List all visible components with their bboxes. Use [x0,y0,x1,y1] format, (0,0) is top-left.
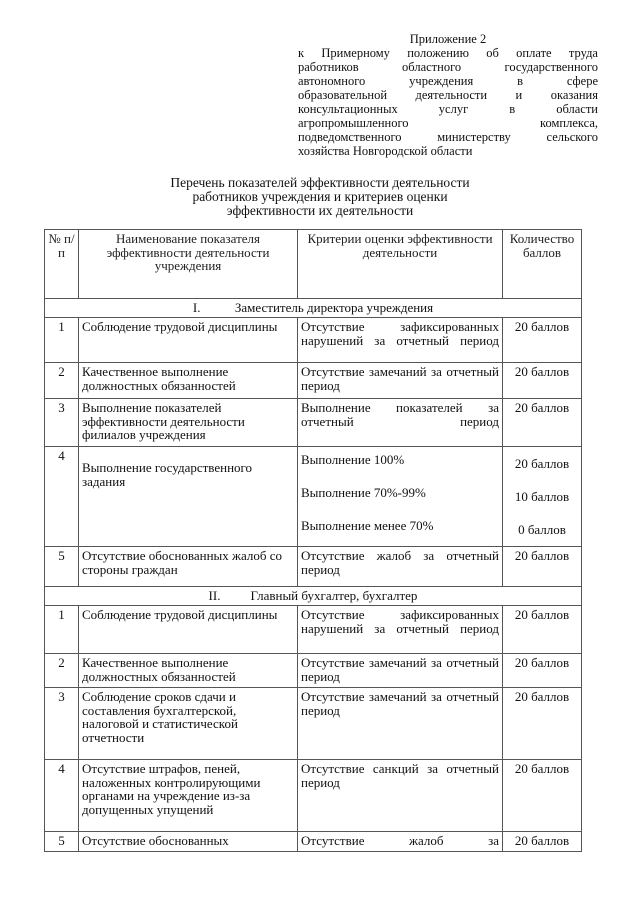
table-row [45,606,582,654]
table-row [45,547,582,587]
points-cell: 20 баллов [503,760,582,832]
table-row [45,363,582,399]
table-row [45,318,582,363]
row-number: 4 [45,760,79,832]
criteria-cell: Отсутствие жалоб за [298,832,503,852]
section-row [45,299,582,318]
points-cell: 20 баллов [503,547,582,587]
table-row [45,654,582,688]
points-cell: 20 баллов [503,363,582,399]
row-number: 3 [45,688,79,760]
points-cell: 20 баллов [503,318,582,363]
appendix-line: консультационных услуг в области [298,102,598,116]
criteria-cell [298,447,503,547]
criteria-cell: Отсутствие санкций за отчетный период [298,760,503,832]
indicator-cell: Отсутствие обоснованных [79,832,298,852]
appendix-title: Приложение 2 [409,32,487,46]
table-row [45,447,582,547]
criteria-cell: Отсутствие зафиксированных нарушений за отчетный период [298,318,503,363]
indicator-cell: Качественное выполнение должностных обязанностей [79,363,298,399]
indicator-cell: Выполнение показателей эффективности деятельности филиалов учреждения [79,399,298,447]
indicator-cell: Соблюдение трудовой дисциплины [79,318,298,363]
indicator-cell: Соблюдение сроков сдачи и составления бухгалтерской, налоговой и статистической отчетности [79,688,298,760]
header-indicator: Наименование показателя эффективности деятельности учреждения [79,230,298,299]
points-cell: 20 баллов [503,688,582,760]
criteria-cell: Отсутствие зафиксированных нарушений за отчетный период [298,606,503,654]
table-row [45,832,582,852]
table-row [45,399,582,447]
document-title-line: работников учреждения и критериев оценки [192,189,448,204]
row-number: 5 [45,547,79,587]
appendix-line: образовательной деятельности и оказания [298,88,598,102]
row-number: 3 [45,399,79,447]
row-number: 1 [45,606,79,654]
indicator-cell: Соблюдение трудовой дисциплины [79,606,298,654]
appendix-line: подведомственного министерству сельского [298,130,598,144]
section-title: Главный бухгалтер, бухгалтер [250,588,418,603]
section-number: II. [208,588,221,603]
appendix-header [298,32,598,158]
indicator-cell: Выполнение государственного задания [79,447,298,547]
points-cell: 20 баллов [503,606,582,654]
row-number: 2 [45,654,79,688]
header-criteria: Критерии оценки эффективности деятельности [298,230,503,299]
table-row [45,760,582,832]
appendix-line: хозяйства Новгородской области [298,144,473,158]
header-points: Количество баллов [503,230,582,299]
row-number: 1 [45,318,79,363]
criteria-cell: Выполнение показателей за отчетный период [298,399,503,447]
criteria-option: Выполнение менее 70% [301,518,434,533]
appendix-line: агропромышленного комплекса, [298,116,598,130]
section-heading [45,299,582,318]
points-cell: 20 баллов [503,654,582,688]
points-cell: 20 баллов [503,832,582,852]
header-num: № п/п [45,230,79,299]
criteria-option: Выполнение 70%-99% [301,485,426,500]
indicator-cell: Отсутствие штрафов, пеней, наложенных контролирующими органами на учреждение из-за допущенных упущений [79,760,298,832]
section-title: Заместитель директора учреждения [234,300,434,315]
points-option: 10 баллов [514,488,570,504]
section-heading [45,587,582,606]
appendix-line: работников областного государственного [298,60,598,74]
document-title-line: эффективности их деятельности [226,203,414,218]
appendix-line: автономного учреждения в сфере [298,74,598,88]
table-header-row [45,230,582,299]
points-cell: 20 баллов [503,399,582,447]
indicator-cell: Качественное выполнение должностных обязанностей [79,654,298,688]
criteria-cell: Отсутствие замечаний за отчетный период [298,688,503,760]
indicators-table [44,229,582,852]
document-title [100,176,540,218]
row-number: 4 [45,447,79,547]
points-option: 0 баллов [518,521,566,537]
section-number: I. [192,300,201,315]
document-title-line: Перечень показателей эффективности деятельности [170,175,470,190]
table-row [45,688,582,760]
row-number: 2 [45,363,79,399]
appendix-line: к Примерному положению об оплате труда [298,46,598,60]
row-number: 5 [45,832,79,852]
section-row [45,587,582,606]
criteria-cell: Отсутствие замечаний за отчетный период [298,654,503,688]
points-cell [503,447,582,547]
criteria-cell: Отсутствие замечаний за отчетный период [298,363,503,399]
criteria-option: Выполнение 100% [301,452,405,467]
points-option: 20 баллов [514,455,570,471]
criteria-cell: Отсутствие жалоб за отчетный период [298,547,503,587]
indicator-cell: Отсутствие обоснованных жалоб со стороны граждан [79,547,298,587]
